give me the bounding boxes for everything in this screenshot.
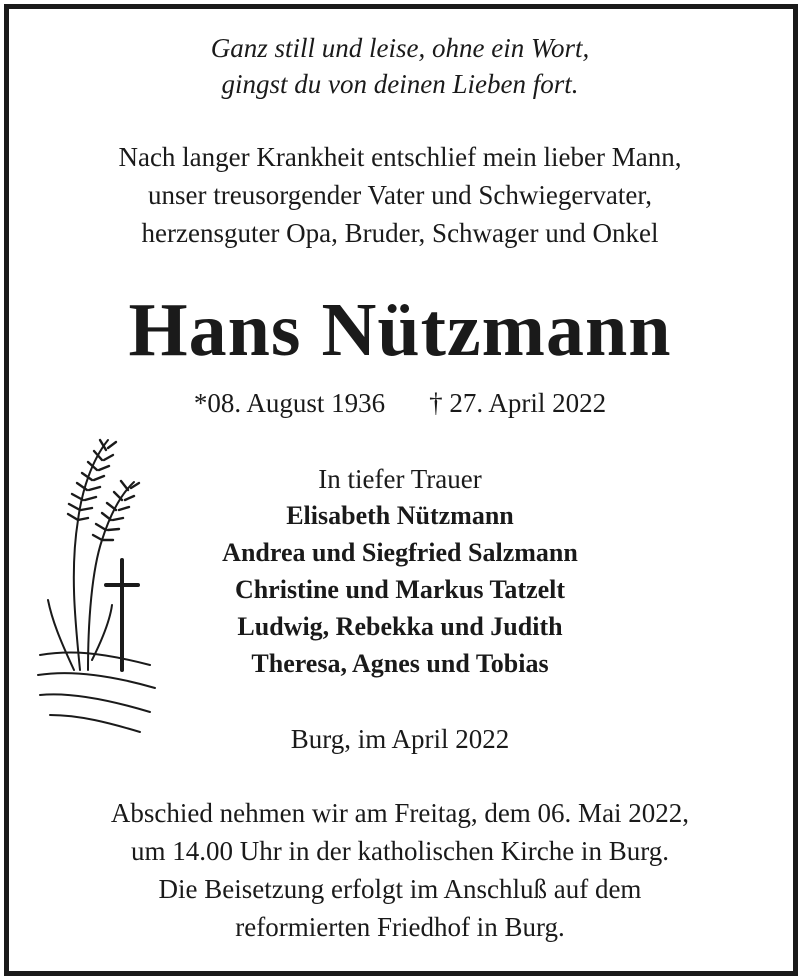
intro-line-1: Nach langer Krankheit entschlief mein lieber Mann, <box>118 142 682 172</box>
mourner-name: Christine und Markus Tatzelt <box>234 575 566 604</box>
deceased-name: Hans Nützmann <box>128 288 672 372</box>
farewell-line-1: Abschied nehmen wir am Freitag, dem 06. Mai 2022, <box>110 798 690 828</box>
mourning-heading: In tiefer Trauer <box>318 464 482 494</box>
farewell-line-4: reformierten Friedhof in Burg. <box>235 912 565 942</box>
place-date: Burg, im April 2022 <box>290 724 510 754</box>
mourner-name: Ludwig, Rebekka und Judith <box>237 612 563 641</box>
intro-line-2: unser treusorgender Vater und Schwiegervater, <box>148 180 652 210</box>
verse-line-2: gingst du von deinen Lieben fort. <box>221 69 579 99</box>
mourner-name: Elisabeth Nützmann <box>286 501 514 530</box>
birth-date: *08. August 1936 <box>193 388 386 418</box>
life-dates <box>0 386 800 420</box>
death-date: † 27. April 2022 <box>429 388 607 418</box>
mourner-name: Andrea und Siegfried Salzmann <box>222 538 578 567</box>
verse-line-1: Ganz still und leise, ohne ein Wort, <box>210 33 590 63</box>
farewell-line-2: um 14.00 Uhr in der katholischen Kirche in Burg. <box>131 836 669 866</box>
intro-line-3: herzensguter Opa, Bruder, Schwager und Onkel <box>141 218 659 248</box>
mourner-name: Theresa, Agnes und Tobias <box>251 649 549 678</box>
farewell-line-3: Die Beisetzung erfolgt im Anschluß auf dem <box>158 874 642 904</box>
